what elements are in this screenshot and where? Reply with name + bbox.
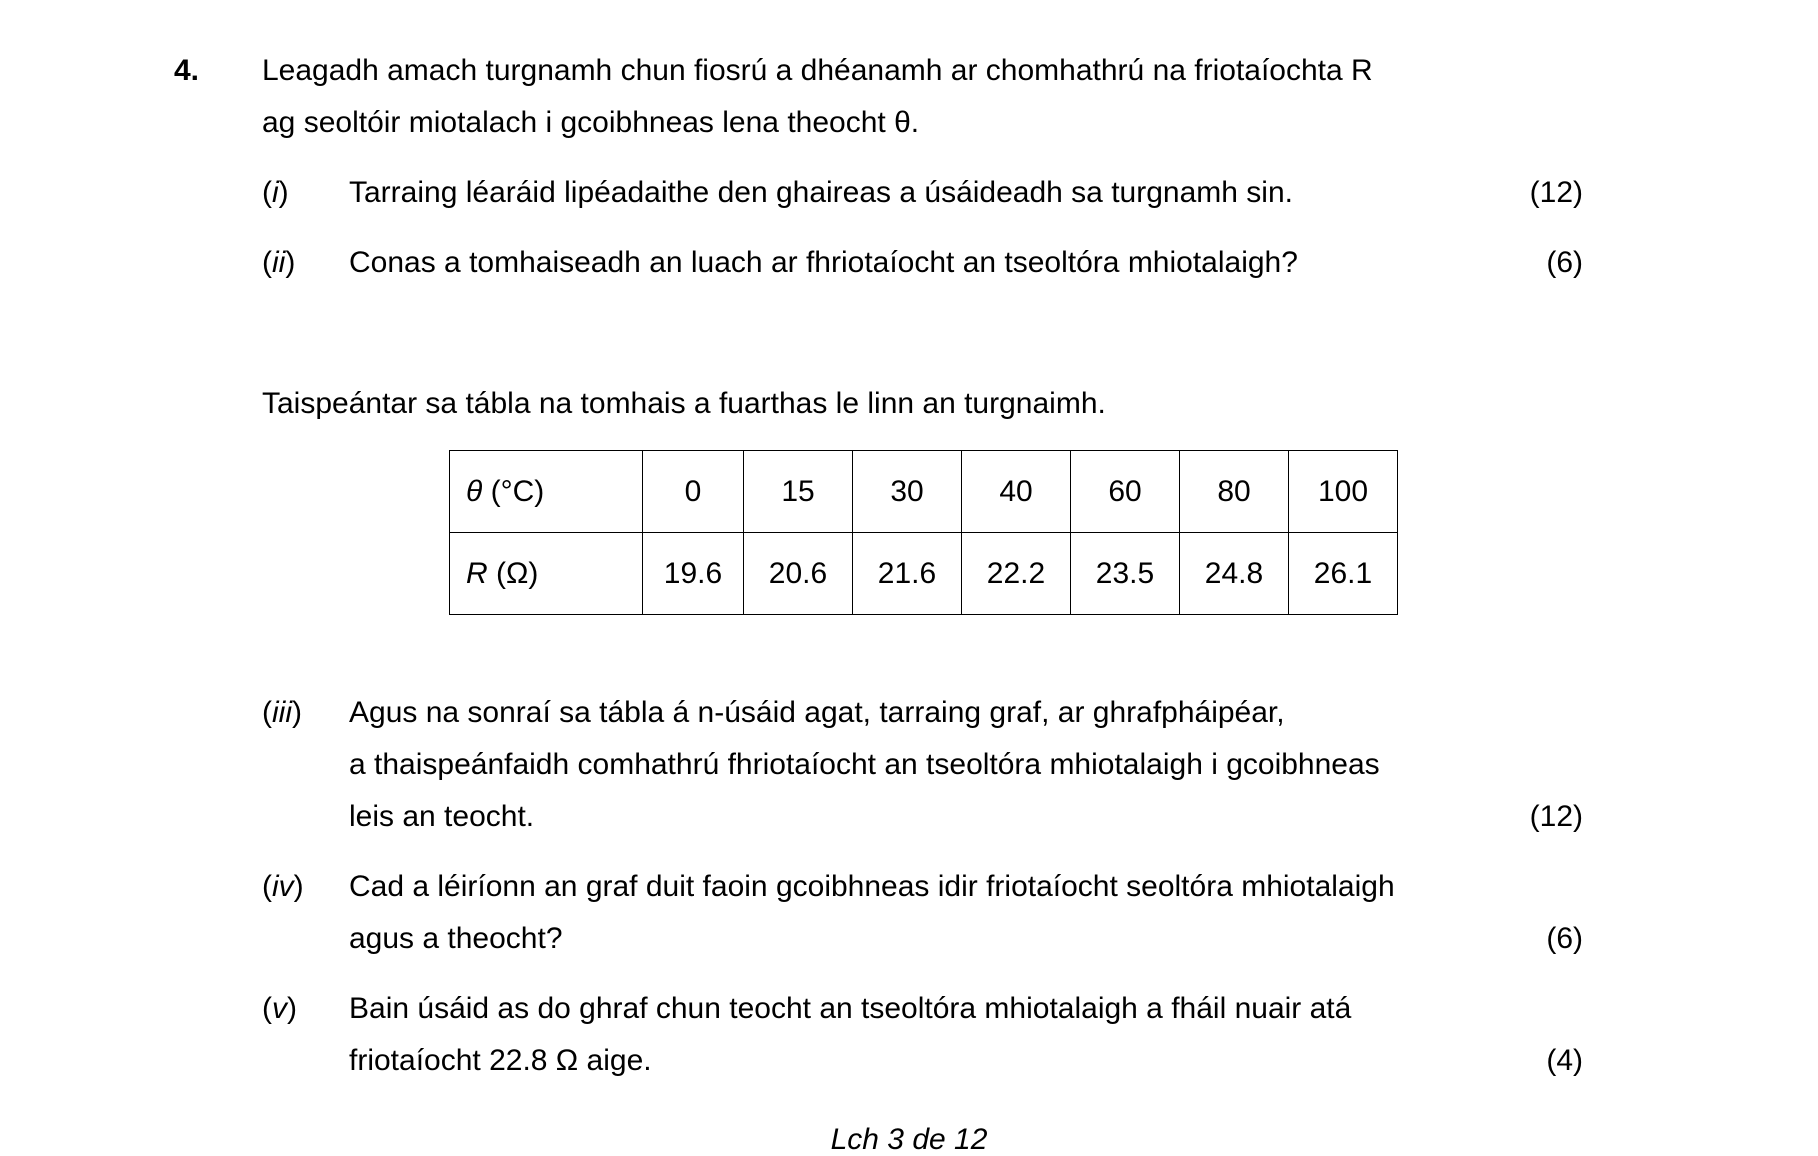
part-iv-marks: (6) <box>1546 922 1583 955</box>
part-label-v: (v) <box>262 992 297 1025</box>
question-number: 4. <box>174 54 200 87</box>
question-intro-line-1: Leagadh amach turgnamh chun fiosrú a dhéanamh ar chomhathrú na friotaíochta R <box>262 54 1373 87</box>
table-row-theta <box>450 451 1398 533</box>
part-v-marks: (4) <box>1546 1044 1583 1077</box>
table-cell: 20.6 <box>744 533 853 615</box>
row-header-resistance: R (Ω) <box>450 533 643 615</box>
part-v-line-1: Bain úsáid as do ghraf chun teocht an tseoltóra mhiotalaigh a fháil nuair atá <box>349 992 1352 1025</box>
part-label-i: (i) <box>262 176 289 209</box>
part-i-marks: (12) <box>1529 176 1583 209</box>
table-cell: 15 <box>744 451 853 533</box>
table-cell: 19.6 <box>643 533 744 615</box>
table-cell: 80 <box>1180 451 1289 533</box>
part-iii-line-3: leis an teocht. <box>349 800 535 833</box>
part-label-ii: (ii) <box>262 246 296 279</box>
table-cell: 30 <box>853 451 962 533</box>
table-cell: 24.8 <box>1180 533 1289 615</box>
table-cell: 0 <box>643 451 744 533</box>
part-iii-line-2: a thaispeánfaidh comhathrú fhriotaíocht an tseoltóra mhiotalaigh i gcoibhneas <box>349 748 1380 781</box>
part-v-line-2: friotaíocht 22.8 Ω aige. <box>349 1044 652 1077</box>
measurements-table <box>449 450 1398 615</box>
part-iii-marks: (12) <box>1529 800 1583 833</box>
table-intro: Taispeántar sa tábla na tomhais a fuarthas le linn an turgnaimh. <box>262 387 1106 420</box>
table-cell: 100 <box>1289 451 1398 533</box>
part-iv-line-1: Cad a léiríonn an graf duit faoin gcoibhneas idir friotaíocht seoltóra mhiotalaigh <box>349 870 1395 903</box>
part-ii-marks: (6) <box>1546 246 1583 279</box>
table-cell: 21.6 <box>853 533 962 615</box>
part-iv-line-2: agus a theocht? <box>349 922 563 955</box>
part-iii-line-1: Agus na sonraí sa tábla á n-úsáid agat, tarraing graf, ar ghrafpháipéar, <box>349 696 1285 729</box>
row-header-theta: θ (°C) <box>450 451 643 533</box>
page-footer: Lch 3 de 12 <box>830 1123 988 1156</box>
table-cell: 40 <box>962 451 1071 533</box>
table-cell: 23.5 <box>1071 533 1180 615</box>
part-i-text: Tarraing léaráid lipéadaithe den ghaireas a úsáideadh sa turgnamh sin. <box>349 176 1293 209</box>
table-cell: 26.1 <box>1289 533 1398 615</box>
part-ii-text: Conas a tomhaiseadh an luach ar fhriotaíocht an tseoltóra mhiotalaigh? <box>349 246 1298 279</box>
part-label-iii: (iii) <box>262 696 302 729</box>
question-intro-line-2: ag seoltóir miotalach i gcoibhneas lena theocht θ. <box>262 106 920 139</box>
part-label-iv: (iv) <box>262 870 304 903</box>
table-row-resistance <box>450 533 1398 615</box>
table-cell: 22.2 <box>962 533 1071 615</box>
table-cell: 60 <box>1071 451 1180 533</box>
